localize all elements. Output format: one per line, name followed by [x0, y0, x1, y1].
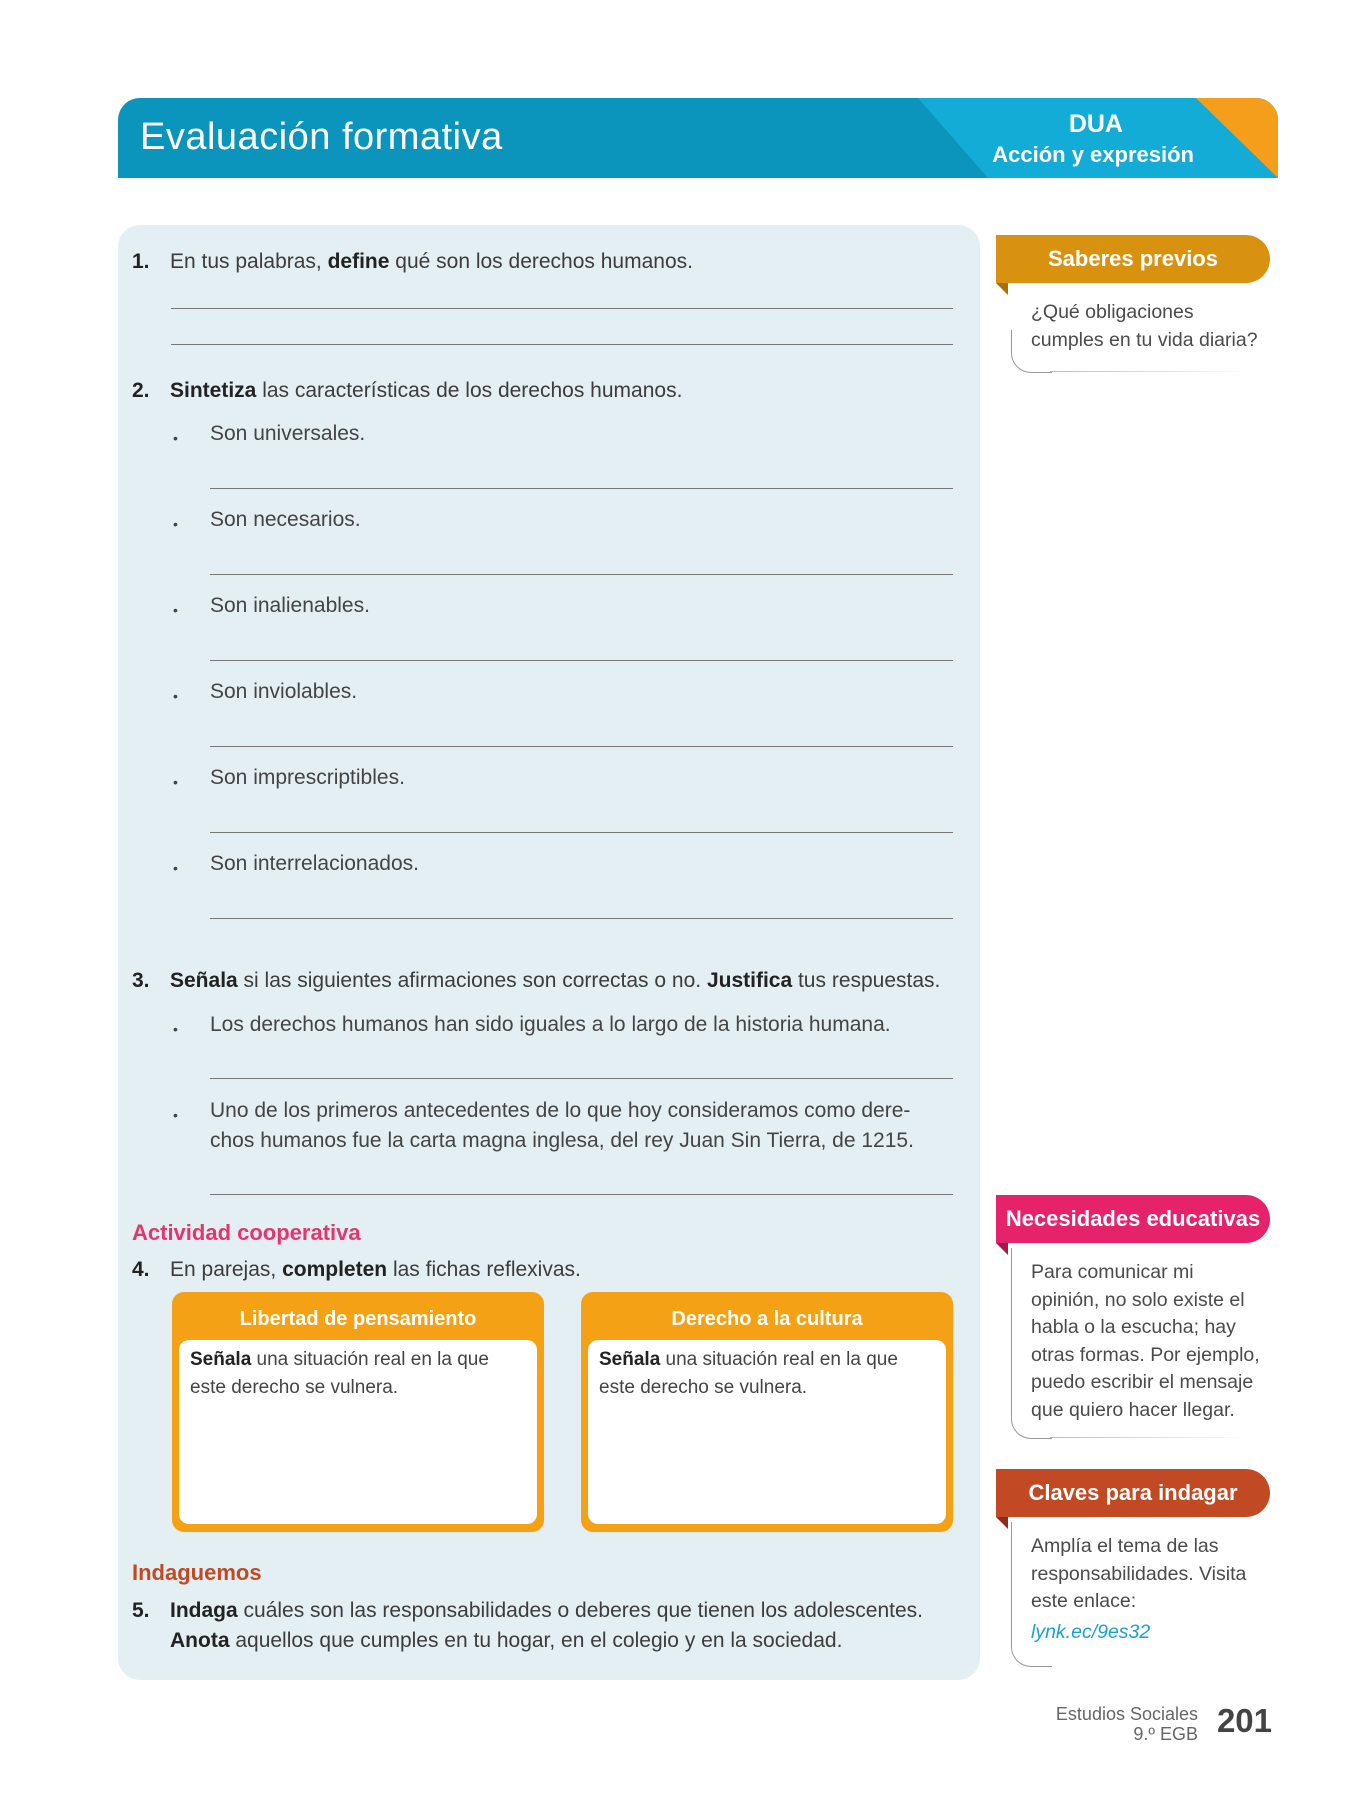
question-4: 4. En parejas, completen las fichas reflexivas. [132, 1258, 581, 1281]
answer-line[interactable] [210, 918, 953, 919]
list-item: • Son necesarios. [173, 508, 361, 532]
question-3: 3. Señala si las siguientes afirmaciones son correctas o no. Justifica tus respuestas. [132, 969, 941, 992]
question-1: 1. En tus palabras, define qué son los derechos humanos. [132, 250, 693, 273]
answer-line[interactable] [210, 746, 953, 747]
list-item: • Son imprescriptibles. [173, 766, 405, 790]
list-item: • Son inviolables. [173, 680, 358, 704]
answer-line[interactable] [210, 660, 953, 661]
list-item: • Uno de los primeros antecedentes de lo que hoy consideramos como dere- chos humanos fue la carta magna inglesa, del rey Juan Sin Tierra, de 1215. [173, 1099, 914, 1152]
question-5: 5. Indaga cuáles son las responsabilidades o deberes que tienen los adolescentes. Anota aquellos que cumples en tu hogar, en el colegio y en la sociedad. [132, 1599, 923, 1652]
card-title: Libertad de pensamiento [239, 1308, 477, 1330]
question-2: 2. Sintetiza las características de los derechos humanos. [132, 379, 683, 402]
answer-line[interactable] [210, 832, 953, 833]
card-instruction: Señala una situación real en la que este derecho se vulnera. [190, 1349, 489, 1398]
list-item: • Los derechos humanos han sido iguales a lo largo de la historia humana. [173, 1013, 891, 1037]
tag-fold [996, 1517, 1008, 1529]
card-instruction: Señala una situación real en la que este derecho se vulnera. [599, 1349, 898, 1398]
reflection-card-cultura [581, 1292, 953, 1532]
necesidades-educativas-text: Para comunicar mi opinión, no solo existe el habla o la escucha; hay otras formas. Por ejemplo, puedo escribir el mensaje que quiero hacer llegar. [1031, 1261, 1260, 1421]
box-divider [1050, 371, 1250, 372]
resource-link[interactable]: lynk.ec/9es32 [1031, 1621, 1151, 1643]
box-corner [1011, 1248, 1052, 1439]
saberes-previos-text: ¿Qué obligaciones cumples en tu vida diaria? [1031, 301, 1258, 351]
box-corner [1011, 330, 1052, 373]
list-item: • Son inalienables. [173, 594, 370, 618]
list-item: • Son interrelacionados. [173, 852, 419, 876]
tag-fold [996, 283, 1008, 295]
page-title: Evaluación formativa [140, 116, 503, 158]
page-number: 201 [1216, 1702, 1272, 1739]
answer-line[interactable] [210, 1194, 953, 1195]
section-indaguemos: Indaguemos [132, 1560, 262, 1585]
answer-line[interactable] [171, 308, 953, 309]
answer-line[interactable] [171, 344, 953, 345]
box-divider [1050, 1437, 1250, 1438]
saberes-previos-tag: Saberes previos [996, 235, 1270, 283]
claves-para-indagar-text: Amplía el tema de las responsabilidades. Visita este enlace: [1031, 1535, 1247, 1612]
dua-subtitle: Acción y expresión [992, 142, 1194, 167]
necesidades-educativas-tag: Necesidades educativas [996, 1195, 1270, 1243]
reflection-card-libertad [172, 1292, 544, 1532]
dua-label: DUA [1068, 110, 1123, 138]
card-answer-area[interactable] [588, 1340, 946, 1524]
claves-para-indagar-tag: Claves para indagar [996, 1469, 1270, 1517]
section-actividad-cooperativa: Actividad cooperativa [132, 1220, 361, 1245]
footer-subject: Estudios Sociales 9.º EGB [1055, 1704, 1198, 1744]
box-corner [1011, 1522, 1052, 1667]
tag-fold [996, 1243, 1008, 1255]
header-banner [118, 98, 1278, 178]
answer-line[interactable] [210, 574, 953, 575]
card-answer-area[interactable] [179, 1340, 537, 1524]
answer-line[interactable] [210, 1078, 953, 1079]
list-item: • Son universales. [173, 422, 366, 446]
card-title: Derecho a la cultura [671, 1308, 863, 1330]
answer-line[interactable] [210, 488, 953, 489]
